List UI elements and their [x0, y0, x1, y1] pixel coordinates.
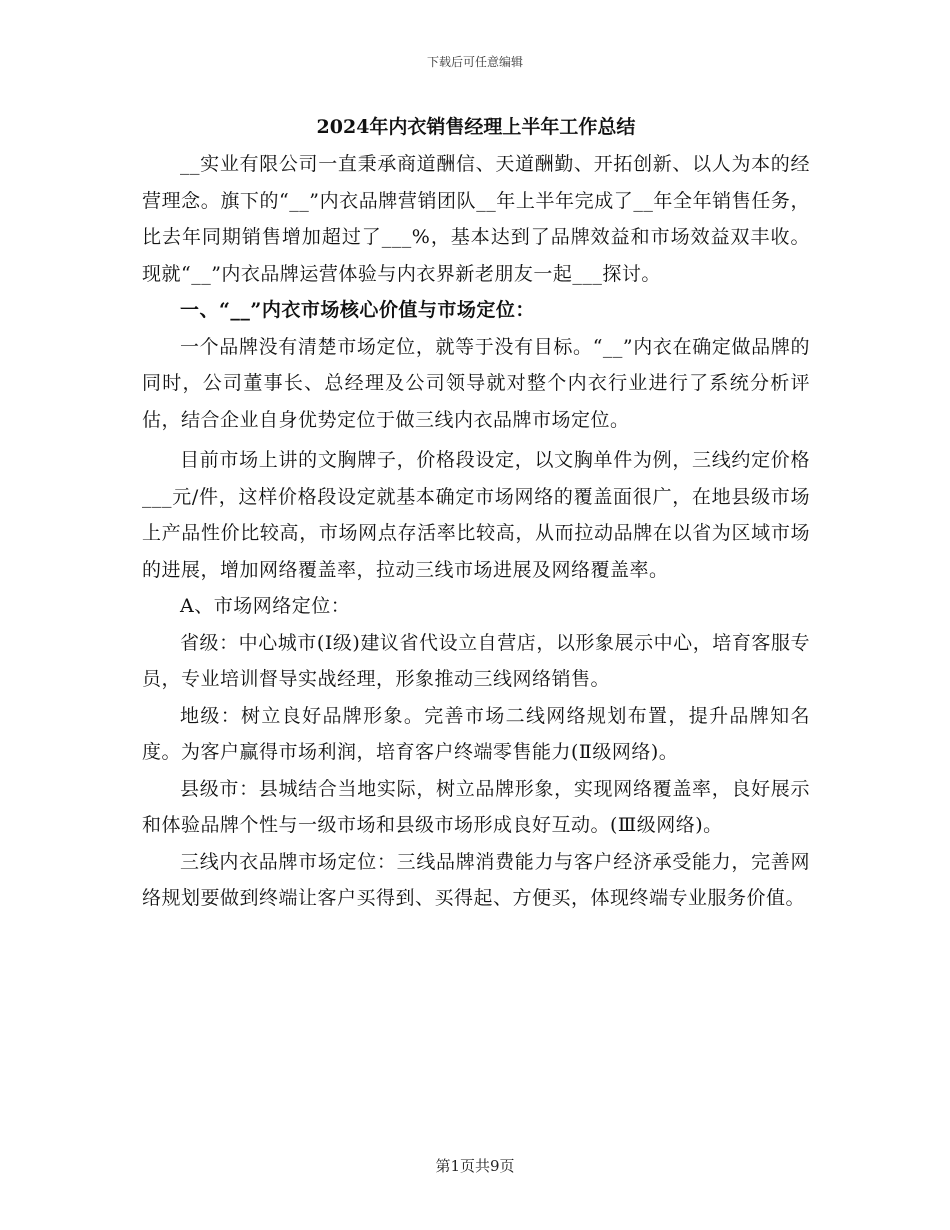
- document-body: [142, 110, 810, 917]
- section-heading-1: 一、“__”内衣市场核心价值与市场定位：: [180, 299, 535, 321]
- page-number: 第1页共9页: [435, 1157, 515, 1175]
- body-paragraph: 目前市场上讲的文胸牌子，价格段设定，以文胸单件为例，三线约定价格___元/件，这样价格段设定就基本确定市场网络的覆盖面很广，在地县级市场上产品性价比较高，市场网点存活率比较高，从而拉动品牌在以省为区域市场的进展，增加网络覆盖率，拉动三线市场进展及网络覆盖率。: [142, 449, 810, 581]
- body-paragraph-positioning: 三线内衣品牌市场定位：三线品牌消费能力与客户经济承受能力，完善网络规划要做到终端让客户买得到、买得起、方便买，体现终端专业服务价值。: [142, 850, 810, 909]
- page-header-note: 下载后可任意编辑: [426, 55, 523, 69]
- body-paragraph-county: 县级市：县城结合当地实际，树立品牌形象，实现网络覆盖率，良好展示和体验品牌个性与一级市场和县级市场形成良好互动。(Ⅲ级网络)。: [142, 777, 810, 836]
- body-paragraph-prefecture: 地级：树立良好品牌形象。完善市场二线网络规划布置，提升品牌知名度。为客户赢得市场利润，培育客户终端零售能力(Ⅱ级网络)。: [142, 704, 810, 763]
- body-paragraph: 一个品牌没有清楚市场定位，就等于没有目标。“__”内衣在确定做品牌的同时，公司董事长、总经理及公司领导就对整个内衣行业进行了系统分析评估，结合企业自身优势定位于做三线内衣品牌市场定位。: [142, 335, 810, 431]
- document-title: 2024年内衣销售经理上半年工作总结: [316, 116, 636, 138]
- intro-paragraph: __实业有限公司一直秉承商道酬信、天道酬勤、开拓创新、以人为本的经营理念。旗下的“__”内衣品牌营销团队__年上半年完成了__年全年销售任务，比去年同期销售增加超过了___%，基本达到了品牌效益和市场效益双丰收。现就“__”内衣品牌运营体验与内衣界新老朋友一起___探讨。: [142, 153, 810, 285]
- body-paragraph-province: 省级：中心城市(Ⅰ级)建议省代设立自营店，以形象展示中心，培育客服专员，专业培训督导实战经理，形象推动三线网络销售。: [142, 631, 810, 690]
- subheading-a: A、市场网络定位：: [180, 595, 351, 617]
